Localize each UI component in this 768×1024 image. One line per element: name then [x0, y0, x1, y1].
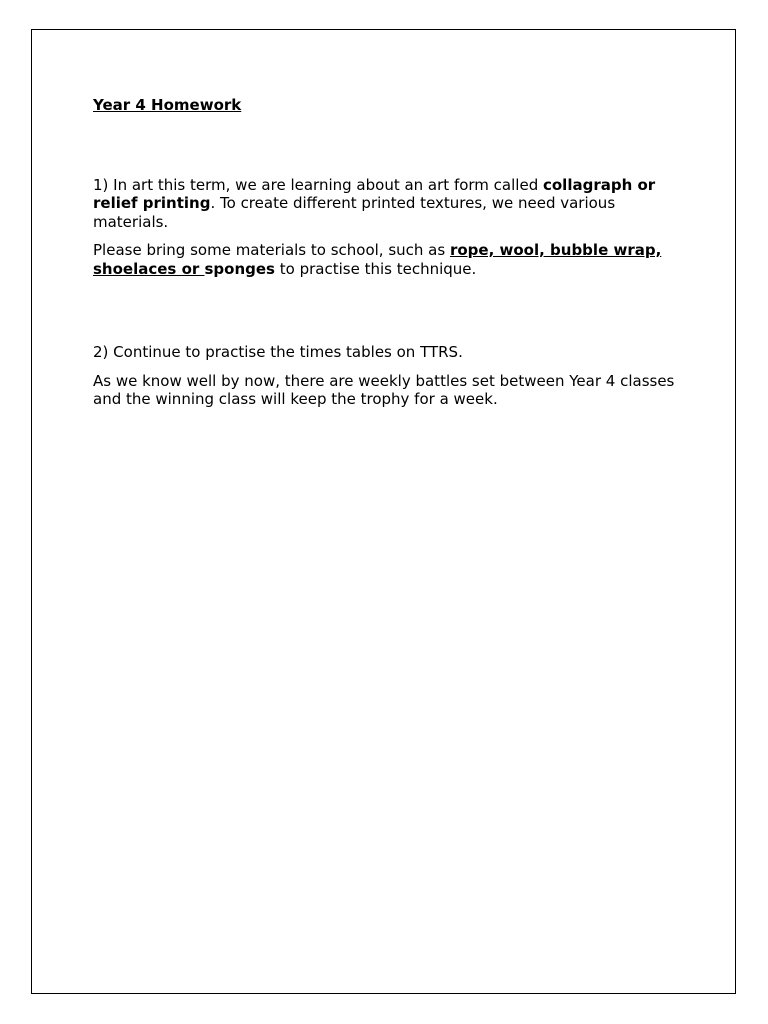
materials-intro-text: Please bring some materials to school, such as [93, 241, 450, 259]
paragraph-art-intro [93, 176, 683, 232]
art-intro-rest: . To create different printed textures, we need various materials. [93, 194, 616, 231]
paragraph-times-tables: 2) Continue to practise the times tables on TTRS. [93, 343, 463, 361]
document-title: Year 4 Homework [93, 96, 242, 114]
document-body [93, 96, 683, 409]
paragraph-weekly-battles: As we know well by now, there are weekly battles set between Year 4 classes and the winning class will keep the trophy for a week. [93, 371, 675, 408]
materials-last: sponges [204, 259, 275, 278]
art-intro-text: 1) In art this term, we are learning about an art form called [93, 175, 543, 194]
materials-rest: to practise this technique. [275, 259, 477, 278]
paragraph-materials-request [93, 241, 683, 278]
materials-list: rope, wool, bubble wrap, shoelaces or [93, 241, 662, 278]
art-form-term: collagraph or relief printing [93, 175, 656, 212]
